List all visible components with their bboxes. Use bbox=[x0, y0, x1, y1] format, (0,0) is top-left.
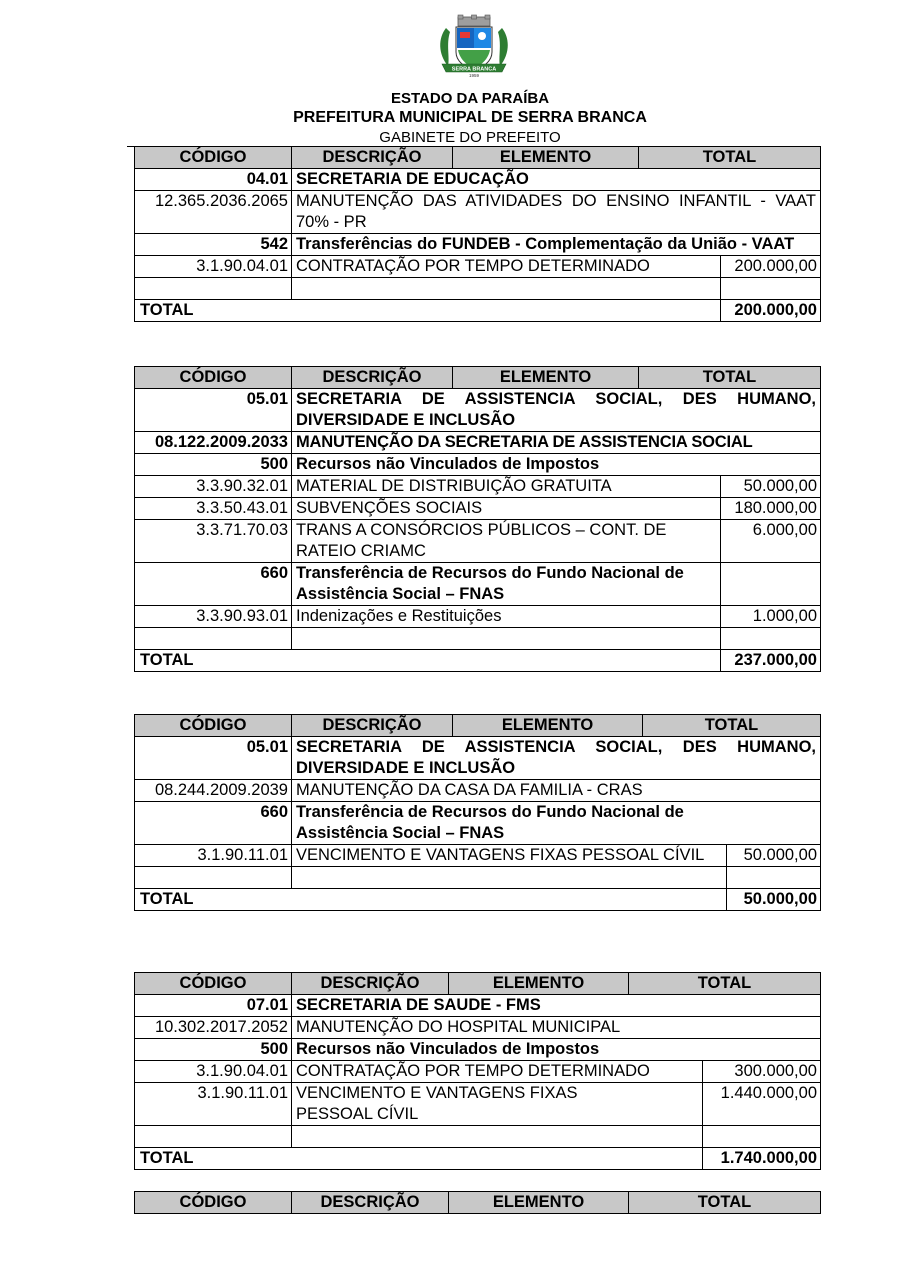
budget-table-cras bbox=[134, 714, 820, 911]
table-row bbox=[135, 498, 821, 520]
table-row bbox=[135, 256, 821, 278]
banner-year: 1959 bbox=[468, 73, 480, 78]
total-value: 50.000,00 bbox=[727, 889, 821, 911]
table-row bbox=[135, 389, 821, 432]
table-row bbox=[135, 780, 821, 802]
row-code: 07.01 bbox=[135, 995, 292, 1017]
row-code: 10.302.2017.2052 bbox=[135, 1017, 292, 1039]
row-code: 3.3.50.43.01 bbox=[135, 498, 292, 520]
row-description: VENCIMENTO E VANTAGENS FIXAS PESSOAL CÍVIL bbox=[292, 845, 727, 867]
crown bbox=[458, 15, 490, 26]
table-row bbox=[135, 1061, 821, 1083]
row-description: MATERIAL DE DISTRIBUIÇÃO GRATUITA bbox=[292, 476, 721, 498]
row-value: 6.000,00 bbox=[721, 520, 821, 563]
col-header-element: ELEMENTO bbox=[453, 147, 639, 169]
col-header-code: CÓDIGO bbox=[135, 973, 292, 995]
table-row bbox=[135, 234, 821, 256]
col-header-total: TOTAL bbox=[629, 1192, 821, 1214]
row-code: 05.01 bbox=[135, 389, 292, 432]
row-value: 50.000,00 bbox=[721, 476, 821, 498]
budget-table-continued bbox=[134, 1191, 820, 1214]
col-header-code: CÓDIGO bbox=[135, 1192, 292, 1214]
header-office: GABINETE DO PREFEITO bbox=[379, 129, 561, 146]
total-row bbox=[135, 889, 821, 911]
col-header-element: ELEMENTO bbox=[453, 367, 639, 389]
col-header-description: DESCRIÇÃO bbox=[292, 715, 453, 737]
row-description: VENCIMENTO E VANTAGENS FIXAS PESSOAL CÍVIL bbox=[292, 1083, 703, 1126]
budget-table-health bbox=[134, 972, 820, 1170]
empty-row bbox=[135, 867, 821, 889]
row-code: 3.1.90.11.01 bbox=[135, 1083, 292, 1126]
table-row bbox=[135, 476, 821, 498]
col-header-description: DESCRIÇÃO bbox=[292, 147, 453, 169]
row-code: 12.365.2036.2065 bbox=[135, 191, 292, 234]
row-description: MANUTENÇÃO DAS ATIVIDADES DO ENSINO INFANTIL - VAAT 70% - PR bbox=[292, 191, 821, 234]
empty-row bbox=[135, 278, 821, 300]
total-row bbox=[135, 650, 821, 672]
row-description: Recursos não Vinculados de Impostos bbox=[292, 1039, 821, 1061]
row-description: Indenizações e Restituições bbox=[292, 606, 721, 628]
row-value: 200.000,00 bbox=[721, 256, 821, 278]
col-header-total: TOTAL bbox=[643, 715, 821, 737]
row-description: Recursos não Vinculados de Impostos bbox=[292, 454, 821, 476]
row-description: CONTRATAÇÃO POR TEMPO DETERMINADO bbox=[292, 256, 721, 278]
row-code: 3.1.90.04.01 bbox=[135, 256, 292, 278]
row-code: 3.3.90.32.01 bbox=[135, 476, 292, 498]
table-row bbox=[135, 1083, 821, 1126]
table-row bbox=[135, 737, 821, 780]
row-code: 08.122.2009.2033 bbox=[135, 432, 292, 454]
total-value: 1.740.000,00 bbox=[703, 1148, 821, 1170]
total-value: 200.000,00 bbox=[721, 300, 821, 322]
row-description: MANUTENÇÃO DA CASA DA FAMILIA - CRAS bbox=[292, 780, 821, 802]
table-row bbox=[135, 606, 821, 628]
total-value: 237.000,00 bbox=[721, 650, 821, 672]
table-row bbox=[135, 191, 821, 234]
row-description: CONTRATAÇÃO POR TEMPO DETERMINADO bbox=[292, 1061, 703, 1083]
header-prefecture: PREFEITURA MUNICIPAL DE SERRA BRANCA bbox=[293, 109, 647, 126]
table-header-row bbox=[135, 1192, 821, 1214]
total-label: TOTAL bbox=[135, 650, 721, 672]
col-header-code: CÓDIGO bbox=[135, 715, 292, 737]
row-code: 3.3.71.70.03 bbox=[135, 520, 292, 563]
row-description: SECRETARIA DE SAUDE - FMS bbox=[292, 995, 821, 1017]
table-row bbox=[135, 1017, 821, 1039]
total-label: TOTAL bbox=[135, 889, 727, 911]
col-header-element: ELEMENTO bbox=[449, 1192, 629, 1214]
row-value: 1.000,00 bbox=[721, 606, 821, 628]
row-code: 04.01 bbox=[135, 169, 292, 191]
budget-table-social-assistance bbox=[134, 366, 820, 672]
row-description: MANUTENÇÃO DO HOSPITAL MUNICIPAL bbox=[292, 1017, 821, 1039]
row-value: 1.440.000,00 bbox=[703, 1083, 821, 1126]
col-header-description: DESCRIÇÃO bbox=[292, 367, 453, 389]
table-row bbox=[135, 1039, 821, 1061]
budget-table-education bbox=[134, 146, 820, 322]
row-code: 500 bbox=[135, 1039, 292, 1061]
table-header-row bbox=[135, 715, 821, 737]
table-row bbox=[135, 454, 821, 476]
row-description: SECRETARIA DE EDUCAÇÃO bbox=[292, 169, 821, 191]
row-code: 660 bbox=[135, 563, 292, 606]
col-header-description: DESCRIÇÃO bbox=[292, 1192, 449, 1214]
table-header-row bbox=[135, 147, 821, 169]
table-row bbox=[135, 563, 821, 606]
table-row bbox=[135, 169, 821, 191]
row-description: SECRETARIA DE ASSISTENCIA SOCIAL, DES HUMANO, DIVERSIDADE E INCLUSÃO bbox=[292, 389, 821, 432]
empty-row bbox=[135, 1126, 821, 1148]
shield bbox=[456, 27, 492, 70]
row-code: 3.3.90.93.01 bbox=[135, 606, 292, 628]
row-value: 300.000,00 bbox=[703, 1061, 821, 1083]
col-header-total: TOTAL bbox=[639, 147, 821, 169]
row-description: TRANS A CONSÓRCIOS PÚBLICOS – CONT. DE RATEIO CRIAMC bbox=[292, 520, 721, 563]
total-row bbox=[135, 1148, 821, 1170]
col-header-element: ELEMENTO bbox=[449, 973, 629, 995]
row-code: 3.1.90.11.01 bbox=[135, 845, 292, 867]
empty-row bbox=[135, 628, 821, 650]
row-description: MANUTENÇÃO DA SECRETARIA DE ASSISTENCIA SOCIAL bbox=[292, 432, 821, 454]
row-description: SECRETARIA DE ASSISTENCIA SOCIAL, DES HUMANO, DIVERSIDADE E INCLUSÃO bbox=[292, 737, 821, 780]
table-header-row bbox=[135, 973, 821, 995]
row-code: 660 bbox=[135, 802, 292, 845]
col-header-code: CÓDIGO bbox=[135, 367, 292, 389]
row-code: 500 bbox=[135, 454, 292, 476]
row-code: 542 bbox=[135, 234, 292, 256]
row-code: 08.244.2009.2039 bbox=[135, 780, 292, 802]
row-description: Transferências do FUNDEB - Complementação da União - VAAT bbox=[292, 234, 821, 256]
header-state: ESTADO DA PARAÍBA bbox=[390, 90, 550, 107]
row-description: SUBVENÇÕES SOCIAIS bbox=[292, 498, 721, 520]
row-code: 05.01 bbox=[135, 737, 292, 780]
table-row bbox=[135, 520, 821, 563]
row-description: Transferência de Recursos do Fundo Nacional de Assistência Social – FNAS bbox=[292, 802, 821, 845]
row-value: 180.000,00 bbox=[721, 498, 821, 520]
row-code: 3.1.90.04.01 bbox=[135, 1061, 292, 1083]
col-header-total: TOTAL bbox=[639, 367, 821, 389]
total-label: TOTAL bbox=[135, 300, 721, 322]
table-row bbox=[135, 995, 821, 1017]
table-row bbox=[135, 845, 821, 867]
col-header-element: ELEMENTO bbox=[453, 715, 643, 737]
banner-text: SERRA BRANCA bbox=[451, 66, 497, 73]
col-header-description: DESCRIÇÃO bbox=[292, 973, 449, 995]
row-value: 50.000,00 bbox=[727, 845, 821, 867]
col-header-code: CÓDIGO bbox=[135, 147, 292, 169]
row-description: Transferência de Recursos do Fundo Nacional de Assistência Social – FNAS bbox=[292, 563, 721, 606]
table-row bbox=[135, 802, 821, 845]
total-label: TOTAL bbox=[135, 1148, 703, 1170]
total-row bbox=[135, 300, 821, 322]
table-header-row bbox=[135, 367, 821, 389]
coat-of-arms-logo bbox=[436, 14, 512, 78]
table-row bbox=[135, 432, 821, 454]
col-header-total: TOTAL bbox=[629, 973, 821, 995]
